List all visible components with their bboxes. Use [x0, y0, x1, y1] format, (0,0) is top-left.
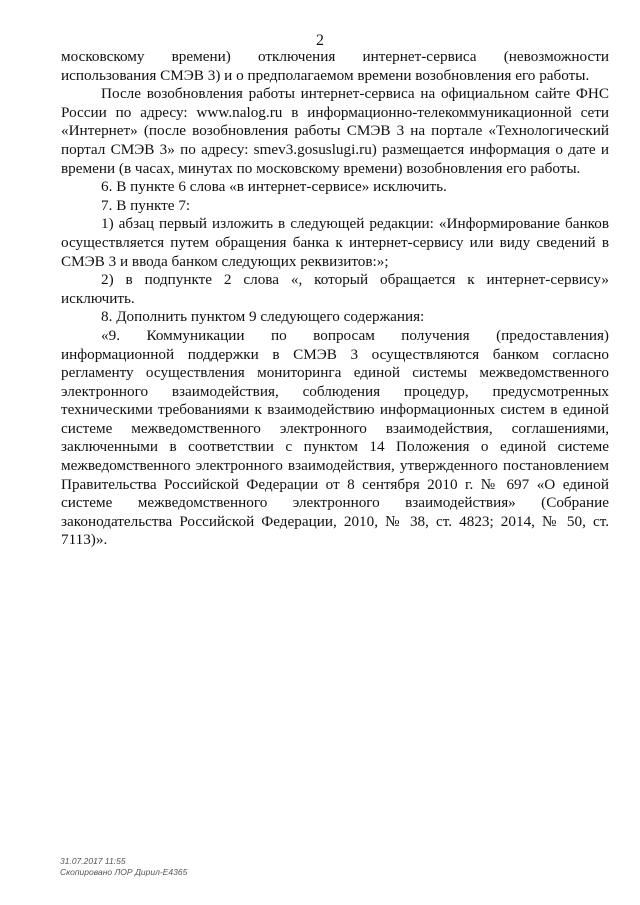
footer-timestamp: 31.07.2017 11:55	[60, 856, 126, 866]
paragraph: 6. В пункте 6 слова «в интернет-сервисе» исключить.	[101, 178, 447, 196]
paragraph: 7. В пункте 7:	[101, 196, 191, 214]
footer-code: Скопировано ЛОР Дирил-Е4365	[60, 867, 188, 877]
paragraph: 1) абзац первый изложить в следующей редакции: «Информирование банков осуществляется путем обращения банка к интернет-сервису или виду сведений в СМЭВ 3 и ввода банком следующих реквизитов:»;	[61, 215, 609, 270]
page-number: 2	[316, 32, 324, 49]
paragraph: московскому времени) отключения интернет-сервиса (невозможности использования СМЭВ 3) и о предполагаемом времени возобновления его работы.	[61, 48, 609, 84]
paragraph: 2) в подпункте 2 слова «, который обращается к интернет-сервису» исключить.	[61, 271, 609, 307]
paragraph: После возобновления работы интернет-сервиса на официальном сайте ФНС России по адресу: www.nalog.ru в информационно-телекоммуникационной сети «Интернет» (после возобновления работы СМЭВ 3 на портале «Технологический портал СМЭВ 3» по адресу: smev3.gosuslugi.ru) размещается информация о дате и времени (в часах, минутах по московскому времени) возобновления его работы.	[61, 85, 609, 177]
document-body	[61, 48, 609, 550]
paragraph: «9. Коммуникации по вопросам получения (предоставления) информационной поддержки в СМЭВ 3 осуществляются банком согласно регламенту осуществления мониторинга единой системы межведомственного электронного взаимодействия, соблюдения процедур, предусмотренных техническими требованиями к взаимодействию информационных систем в единой системе межведомственного электронного взаимодействия, соглашениями, заключенными в соответствии с пунктом 14 Положения о единой системе межведомственного электронного взаимодействия, утвержденного постановлением Правительства Российской Федерации от 8 сентября 2010 г. № 697 «О единой системе межведомственного электронного взаимодействия» (Собрание законодательства Российской Федерации, 2010, № 38, ст. 4823; 2014, № 50, ст. 7113)».	[61, 326, 609, 549]
paragraph: 8. Дополнить пунктом 9 следующего содержания:	[101, 308, 425, 326]
footer-stamp	[60, 856, 187, 878]
